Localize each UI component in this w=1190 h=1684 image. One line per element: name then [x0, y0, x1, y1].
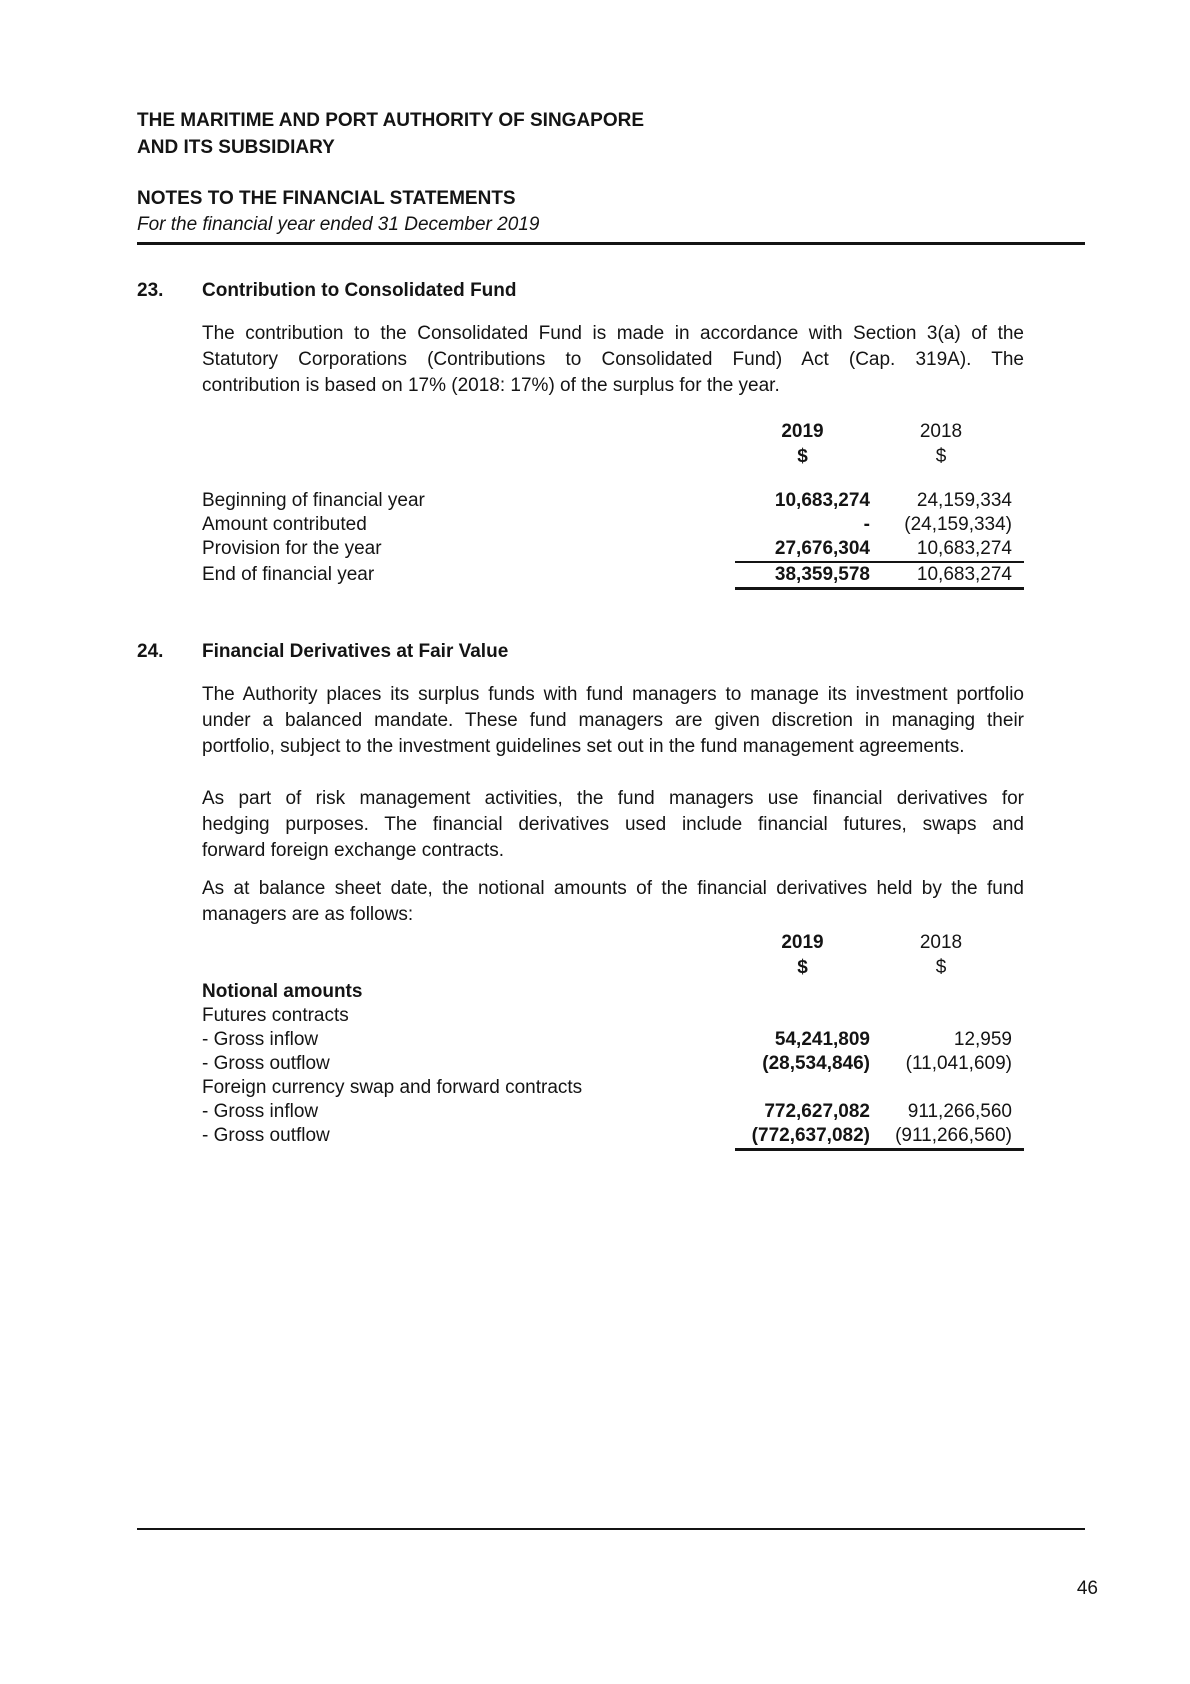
value-2019: 38,359,578 — [774, 564, 870, 585]
section-24-body — [202, 682, 1024, 1151]
currency-symbol-2018: $ — [935, 957, 947, 978]
table-row — [202, 1028, 1024, 1052]
organisation-header — [137, 107, 1085, 161]
header-rule — [137, 242, 1085, 245]
value-2019: 772,627,082 — [764, 1101, 870, 1122]
value-2019: (772,637,082) — [751, 1125, 870, 1146]
column-header-2018: 2018 — [919, 421, 963, 442]
section-24-paragraph-2 — [202, 786, 1024, 864]
section-24-paragraph-1 — [202, 682, 1024, 760]
row-label: - Gross inflow — [202, 1029, 319, 1050]
table-row — [202, 489, 1024, 513]
footer-rule — [137, 1528, 1085, 1530]
paragraph-line: As at balance sheet date, the notional amounts of the financial derivatives held by the fund — [202, 878, 1024, 899]
table-row — [202, 1076, 1024, 1100]
value-2019: 10,683,274 — [774, 490, 870, 511]
section-24-title: Financial Derivatives at Fair Value — [202, 641, 509, 662]
row-label: End of financial year — [202, 564, 375, 585]
value-2018: (11,041,609) — [905, 1053, 1012, 1074]
table-currency-header-row — [202, 444, 1024, 469]
row-label: Futures contracts — [202, 1005, 349, 1026]
table-currency-header-row — [202, 955, 1024, 980]
page-content — [137, 107, 1085, 1151]
paragraph-line: forward foreign exchange contracts. — [202, 840, 505, 861]
page-number: 46 — [1076, 1578, 1098, 1599]
section-23-title: Contribution to Consolidated Fund — [202, 280, 517, 301]
value-2018 — [870, 1076, 1024, 1100]
section-24 — [137, 638, 1085, 1151]
paragraph-line: under a balanced mandate. These fund managers are given discretion in managing their — [202, 710, 1024, 731]
column-header-2019: 2019 — [781, 421, 824, 442]
paragraph-line: The contribution to the Consolidated Fund is made in accordance with Section 3(a) of the — [202, 323, 1024, 344]
organisation-name-line1: THE MARITIME AND PORT AUTHORITY OF SINGAPORE — [137, 110, 645, 131]
value-2018: 24,159,334 — [916, 490, 1012, 511]
row-label: - Gross inflow — [202, 1101, 319, 1122]
section-24-heading — [137, 638, 1085, 665]
table-row-total — [202, 563, 1024, 590]
section-23 — [137, 277, 1085, 590]
table-year-header-row — [202, 419, 1024, 444]
value-2018: (24,159,334) — [904, 514, 1012, 535]
paragraph-line: Statutory Corporations (Contributions to Consolidated Fund) Act (Cap. 319A). The — [202, 349, 1024, 370]
value-2018: 911,266,560 — [907, 1101, 1012, 1122]
value-2018: 10,683,274 — [916, 564, 1012, 585]
row-label: Provision for the year — [202, 538, 382, 559]
table-row — [202, 537, 1024, 563]
row-label: Beginning of financial year — [202, 490, 425, 511]
value-2019: - — [863, 514, 870, 535]
paragraph-line: hedging purposes. The financial derivatives used include financial futures, swaps and — [202, 814, 1024, 835]
section-23-heading — [137, 277, 1085, 304]
value-2018 — [870, 1004, 1024, 1028]
document-title-block — [137, 185, 1085, 238]
value-2018: 10,683,274 — [916, 538, 1012, 559]
value-2019 — [735, 1076, 870, 1100]
group-label: Notional amounts — [202, 981, 363, 1002]
section-23-paragraph — [202, 321, 1024, 399]
document-title: NOTES TO THE FINANCIAL STATEMENTS — [137, 188, 516, 209]
row-label: Amount contributed — [202, 514, 367, 535]
section-24-paragraph-3 — [202, 876, 1024, 928]
table-group-label-row — [202, 980, 1024, 1004]
value-2018: (911,266,560) — [895, 1125, 1012, 1146]
value-2019 — [735, 1004, 870, 1028]
table-row — [202, 1052, 1024, 1076]
paragraph-line: managers are as follows: — [202, 904, 414, 925]
currency-symbol-2019: $ — [797, 446, 808, 467]
value-2019: (28,534,846) — [762, 1053, 870, 1074]
table-row — [202, 1004, 1024, 1028]
paragraph-line: contribution is based on 17% (2018: 17%) of the surplus for the year. — [202, 375, 780, 396]
value-2019: 27,676,304 — [774, 538, 870, 559]
organisation-name-line2: AND ITS SUBSIDIARY — [137, 137, 335, 158]
table-row-total — [202, 1124, 1024, 1151]
paragraph-line: The Authority places its surplus funds with fund managers to manage its investment portfolio — [202, 684, 1024, 705]
section-24-number: 24. — [137, 641, 164, 662]
column-header-2019: 2019 — [781, 932, 824, 953]
paragraph-line: As part of risk management activities, the fund managers use financial derivatives for — [202, 788, 1024, 809]
currency-symbol-2018: $ — [935, 446, 947, 467]
row-label: - Gross outflow — [202, 1053, 330, 1074]
currency-symbol-2019: $ — [797, 957, 808, 978]
value-2018: 12,959 — [953, 1029, 1012, 1050]
consolidated-fund-table — [202, 419, 1024, 590]
notional-amounts-table — [202, 930, 1024, 1151]
row-label: Foreign currency swap and forward contracts — [202, 1077, 583, 1098]
table-row — [202, 1100, 1024, 1124]
section-23-body — [202, 321, 1024, 590]
column-header-2018: 2018 — [919, 932, 963, 953]
table-year-header-row — [202, 930, 1024, 955]
document-subtitle: For the financial year ended 31 December 2019 — [137, 214, 540, 235]
row-label: - Gross outflow — [202, 1125, 330, 1146]
section-23-number: 23. — [137, 280, 164, 301]
paragraph-line: portfolio, subject to the investment guidelines set out in the fund management agreements. — [202, 736, 965, 757]
value-2019: 54,241,809 — [774, 1029, 870, 1050]
table-row — [202, 513, 1024, 537]
